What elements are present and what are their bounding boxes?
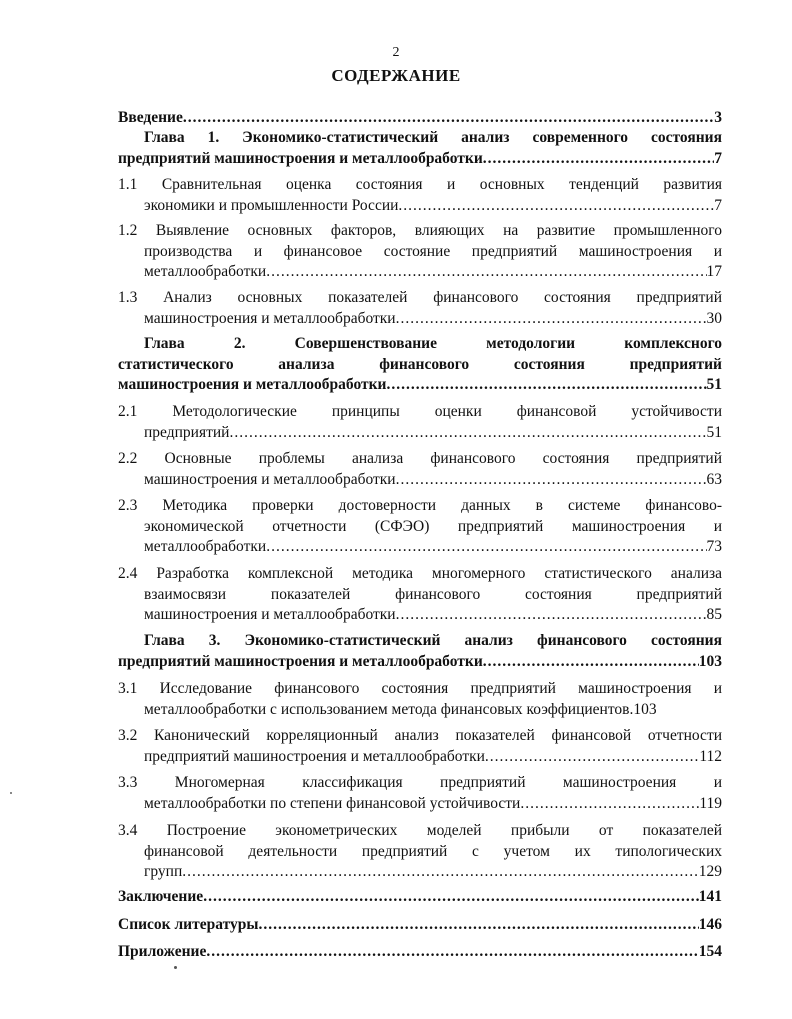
- toc-entry-title: металлообработки: [144, 538, 267, 555]
- toc-page-number: 85: [706, 606, 722, 623]
- toc-chapter-3[interactable]: [118, 631, 722, 672]
- toc-entry-line: Методологические принципы оценки финансовой устойчивости: [172, 403, 722, 420]
- toc-entry-line: Многомерная классификация предприятий машиностроения и: [174, 774, 722, 791]
- toc-entry-title: Заключение: [118, 888, 204, 905]
- toc-page-number: 17: [706, 263, 722, 280]
- toc-page-number: 129: [698, 863, 722, 880]
- toc-section-3-1[interactable]: [118, 679, 722, 720]
- toc-section-2-2[interactable]: [118, 449, 722, 490]
- toc-entry-line: Канонический корреляционный анализ показателей финансовой отчетности: [154, 727, 723, 744]
- toc-entry-title: машиностроения и металлообработки: [144, 606, 396, 623]
- toc-page-number: 51: [706, 423, 722, 441]
- toc-entry-title: металлообработки: [144, 263, 267, 280]
- toc-entry-line: Анализ основных показателей финансового состояния предприятий: [163, 289, 722, 306]
- toc-entry-title: машиностроения и металлообработки: [118, 376, 387, 393]
- toc-entry-title: Список литературы: [118, 916, 259, 933]
- toc-section-number: 1.3: [118, 289, 138, 306]
- toc-page-number: 51: [706, 376, 722, 393]
- toc-section-2-3[interactable]: [118, 496, 722, 558]
- toc-page-number: 3: [714, 109, 722, 126]
- toc-section-number: 3.1: [118, 680, 138, 697]
- toc-page-number: 7: [714, 149, 722, 167]
- toc-section-number: 3.2: [118, 727, 138, 744]
- toc-entry-title: металлообработки с использованием метода финансовых коэффициентов.: [144, 700, 634, 718]
- toc-section-1-2[interactable]: [118, 221, 722, 283]
- toc-entry-line: Разработка комплексной методика многомерного статистического анализа: [156, 565, 722, 582]
- toc-entry-title: экономики и промышленности России: [144, 196, 399, 214]
- toc-entry-line: взаимосвязи показателей финансового состояния предприятий: [144, 585, 722, 603]
- toc-section-number: 2.4: [118, 565, 138, 582]
- toc-entry-title: предприятий машиностроения и металлообработки: [118, 652, 483, 670]
- toc-entry-title: групп: [144, 863, 183, 880]
- toc-page-number: 154: [698, 943, 722, 960]
- toc-page-number: 141: [698, 888, 722, 905]
- toc-page-number: 119: [699, 794, 722, 812]
- toc-entry-line: Сравнительная оценка состояния и основных тенденций развития: [161, 176, 722, 193]
- scan-speck: [174, 966, 177, 969]
- toc-section-number: 1.1: [118, 176, 138, 193]
- toc-section-1-1[interactable]: [118, 175, 722, 216]
- toc-section-number: 2.1: [118, 403, 138, 420]
- page-title: СОДЕРЖАНИЕ: [331, 66, 461, 85]
- toc-entry-line: финансовой деятельности предприятий с учетом их типологических: [144, 842, 722, 860]
- toc-chapter-1[interactable]: [118, 128, 722, 169]
- toc-page-number: 7: [714, 196, 722, 214]
- toc-entry-line: Построение эконометрических моделей прибыли от показателей: [166, 822, 722, 839]
- toc-section-3-3[interactable]: [118, 773, 722, 814]
- toc-page-number: 146: [698, 916, 722, 933]
- toc-entry-intro[interactable]: [118, 108, 722, 129]
- toc-page-number: 63: [706, 470, 722, 488]
- toc-entry-line: Основные проблемы анализа финансового состояния предприятий: [164, 450, 722, 467]
- toc-entry-line: Выявление основных факторов, влияющих на развитие промышленного: [155, 222, 722, 239]
- toc-page-number: 112: [699, 747, 722, 765]
- toc-entry-appendix[interactable]: [118, 942, 722, 963]
- toc-entry-title: предприятий машиностроения и металлообработки: [118, 149, 483, 167]
- toc-entry-title: предприятий машиностроения и металлообработки: [144, 747, 485, 765]
- toc-entry-title: Приложение: [118, 943, 207, 960]
- toc-page-number: 30: [706, 309, 722, 327]
- toc-entry-line: Глава 1. Экономико-статистический анализ современного состояния: [144, 129, 722, 146]
- toc-section-number: 3.4: [118, 822, 138, 839]
- toc-chapter-2[interactable]: [118, 334, 722, 396]
- scan-speck: [10, 792, 12, 794]
- toc-section-2-4[interactable]: [118, 564, 722, 626]
- toc-entry-line: производства и финансовое состояние предприятий машиностроения и: [144, 242, 722, 260]
- toc-section-2-1[interactable]: [118, 402, 722, 443]
- toc-entry-literature[interactable]: [118, 915, 722, 936]
- toc-section-3-2[interactable]: [118, 726, 722, 767]
- toc-entry-line: статистического анализа финансового состояния предприятий: [118, 355, 722, 373]
- page-number: 2: [392, 45, 400, 60]
- toc-page-number: 103: [633, 700, 657, 718]
- toc-section-1-3[interactable]: [118, 288, 722, 329]
- toc-section-3-4[interactable]: [118, 821, 722, 883]
- toc-entry-line: Глава 2. Совершенствование методологии комплексного: [144, 335, 722, 352]
- toc-page-number: 103: [698, 652, 722, 670]
- toc-entry-line: Методика проверки достоверности данных в системе финансово-: [162, 497, 722, 514]
- toc-entry-title: машиностроения и металлообработки: [144, 470, 396, 488]
- toc-entry-title: машиностроения и металлообработки: [144, 309, 396, 327]
- toc-entry-title: металлообработки по степени финансовой устойчивости: [144, 794, 521, 812]
- toc-page-number: 73: [706, 538, 722, 555]
- toc-entry-title: Введение: [118, 109, 183, 126]
- toc-section-number: 2.2: [118, 450, 138, 467]
- toc-entry-line: Глава 3. Экономико-статистический анализ финансового состояния: [144, 632, 722, 649]
- toc-section-number: 3.3: [118, 774, 138, 791]
- toc-entry-title: предприятий: [144, 423, 230, 441]
- toc-section-number: 2.3: [118, 497, 138, 514]
- toc-entry-line: Исследование финансового состояния предприятий машиностроения и: [159, 680, 723, 697]
- toc-entry-conclusion[interactable]: [118, 887, 722, 908]
- toc-entry-line: экономической отчетности (СФЭО) предприятий машиностроения и: [144, 517, 722, 535]
- toc-section-number: 1.2: [118, 222, 138, 239]
